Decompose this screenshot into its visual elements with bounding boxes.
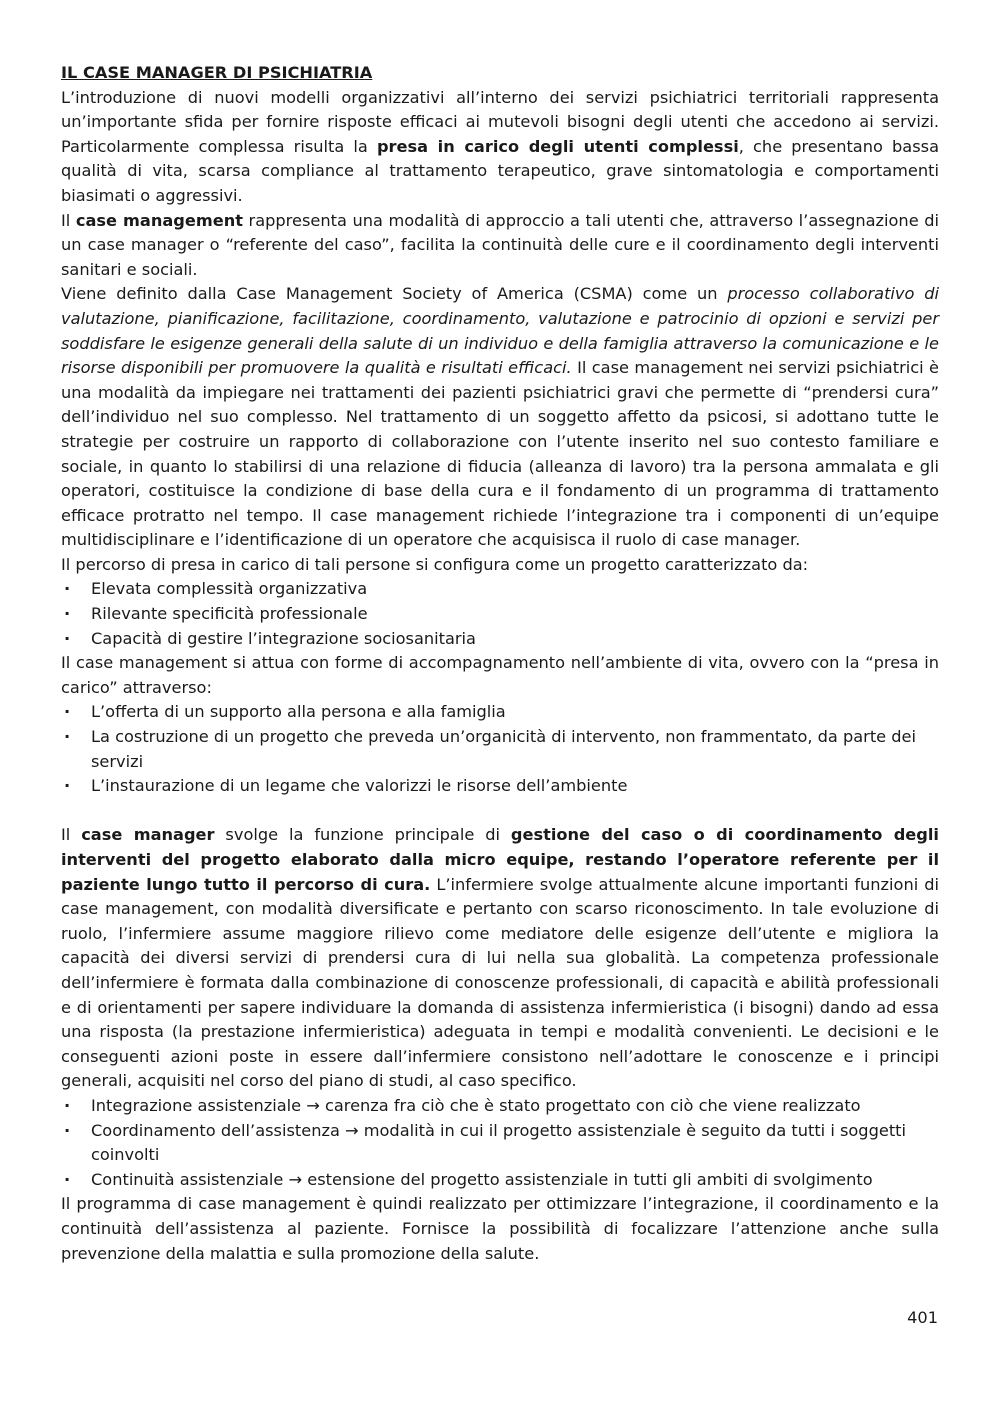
list-item: · Rilevante specificità professionale [61, 602, 939, 627]
italic-run: processo collaborativo di valutazione, pianificazione, facilitazione, coordinamento, valutazione e patrocinio di opzioni e servizi per soddisfare le esigenze generali della salute di un individuo e della famiglia attraverso la comunicazione e le risorse disponibili per promuovere la qualità e risultati efficaci. [61, 284, 939, 378]
list-item: · Coordinamento dell’assistenza → modalità in cui il progetto assistenziale è seguito da tutti i soggetti coinvolti [61, 1119, 939, 1168]
text-run: L’infermiere svolge attualmente alcune importanti funzioni di case management, con modalità diversificate e pertanto con scarso riconoscimento. In tale evoluzione di ruolo, l’infermiere assume maggiore rilievo come mediatore delle esigenze dell’utente e migliora la capacità dei diversi servizi di prendersi cura di lui nella sua globalità. La competenza professionale dell’infermiere è formata dalla combinazione di conoscenze professionali, di capacità e abilità professionali e di orientamenti per sapere individuare la domanda di assistenza infermieristica (i bisogni) dando ad essa una risposta (la prestazione infermieristica) adeguata in tempi e modalità convenienti. Le decisioni e le conseguenti azioni poste in essere dall’infermiere consistono nell’adottare le conoscenze e i principi generali, acquisiti nel corso del piano di studi, al caso specifico. [61, 874, 939, 1091]
text-run: Il case management nei servizi psichiatrici è una modalità da impiegare nei trattamenti dei pazienti psichiatrici gravi che permette di “prendersi cura” dell’individuo nel suo complesso. Nel trattamento di un soggetto affetto da psicosi, si adottano tutte le strategie per costruire un rapporto di collaborazione con l’utente inserito nel suo contesto familiare e sociale, in quanto lo stabilirsi di una relazione di fiducia (alleanza di lavoro) tra la persona ammalata e gli operatori, costituisce la condizione di base della cura e il fondamento di un programma di trattamento efficace protratto nel tempo. Il case management richiede l’integrazione tra i componenti di un’equipe multidisciplinare e l’identificazione di un operatore che acquisisca il ruolo di case manager. [61, 358, 940, 550]
paragraph-presa-in-carico: Il case management si attua con forme di accompagnamento nell’ambiente di vita, ovvero con la “presa in carico” attraverso: [61, 653, 939, 697]
section-title: IL CASE MANAGER DI PSICHIATRIA [61, 63, 373, 82]
text-run: , che presentano bassa qualità di vita, scarsa compliance al trattamento terapeutico, grave sintomatologia e comportamenti biasimati o aggressivi. [61, 136, 939, 205]
list-item: · Capacità di gestire l’integrazione sociosanitaria [61, 627, 939, 652]
list-item: · L’instaurazione di un legame che valorizzi le risorse dell’ambiente [61, 774, 939, 799]
paragraph-csma-definition [61, 282, 939, 553]
text-run: svolge la funzione principale di [214, 825, 511, 845]
page-number: 401 [907, 1308, 938, 1327]
paragraph-spacer [61, 799, 939, 824]
list-presa-in-carico [61, 700, 939, 798]
bold-run: presa in carico degli utenti complessi [376, 136, 739, 156]
list-item: · Elevata complessità organizzativa [61, 577, 939, 602]
list-item: · Continuità assistenziale → estensione del progetto assistenziale in tutti gli ambiti di svolgimento [61, 1168, 939, 1193]
bold-run: case manager [81, 825, 215, 845]
list-assistenza [61, 1094, 939, 1192]
text-run: L’introduzione di nuovi modelli organizzativi all’interno dei servizi psichiatrici territoriali rappresenta un’importante sfida per fornire risposte efficaci ai mutevoli bisogni degli utenti che accedono ai servizi. Particolarmente complessa risulta la [61, 87, 939, 156]
text-run: rappresenta una modalità di approccio a tali utenti che, attraverso l’assegnazione di un case manager o “referente del caso”, facilita la continuità delle cure e il coordinamento degli interventi sanitari e sociali. [61, 210, 939, 279]
list-item: · Integrazione assistenziale → carenza fra ciò che è stato progettato con ciò che viene realizzato [61, 1094, 939, 1119]
paragraph-conclusion: Il programma di case management è quindi realizzato per ottimizzare l’integrazione, il coordinamento e la continuità dell’assistenza al paziente. Fornisce la possibilità di focalizzare l’attenzione anche sulla prevenzione della malattia e sulla promozione della salute. [61, 1194, 939, 1263]
list-characteristics [61, 577, 939, 651]
paragraph-intro [61, 86, 939, 209]
list-item: · L’offerta di un supporto alla persona e alla famiglia [61, 700, 939, 725]
document-page [61, 61, 939, 1266]
text-run: Il [61, 825, 82, 845]
text-run: Viene definito dalla Case Management Society of America (CSMA) come un [61, 284, 728, 304]
bold-run: case management [75, 210, 243, 230]
paragraph-case-manager-role [61, 823, 939, 1094]
list-item: · La costruzione di un progetto che preveda un’organicità di intervento, non frammentato, da parte dei servizi [61, 725, 939, 774]
text-run: Il [61, 210, 76, 230]
paragraph-percorso: Il percorso di presa in carico di tali persone si configura come un progetto caratterizzato da: [61, 554, 809, 574]
paragraph-case-management [61, 209, 939, 283]
bold-run: gestione del caso o di coordinamento degli interventi del progetto elaborato dalla micro equipe, restando l’operatore referente per il paziente lungo tutto il percorso di cura. [61, 825, 939, 894]
